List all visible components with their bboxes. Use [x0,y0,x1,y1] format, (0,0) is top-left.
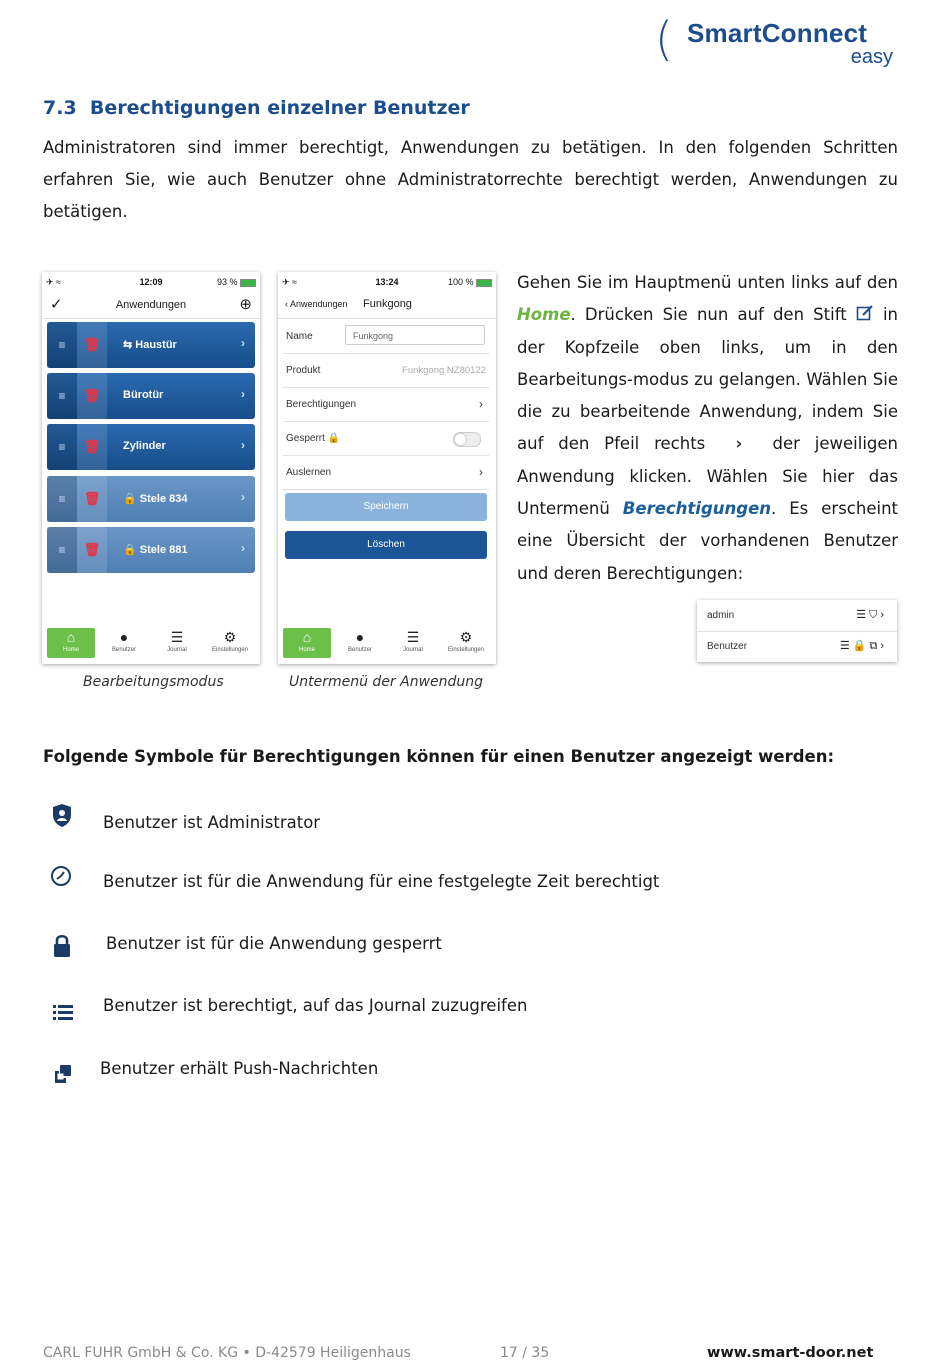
tab-benutzer[interactable]: ● Benutzer [100,628,148,658]
symbol-text-time: Benutzer ist für die Anwendung für eine festgelegte Zeit berechtigt [103,872,660,891]
phone-screenshot-edit-mode [42,272,260,664]
status-time: 12:09 [139,277,163,287]
lock-icon [46,930,78,962]
list-icon: ☰ [406,629,420,645]
chevron-right-icon[interactable]: › [241,541,245,555]
chevron-right-icon: › [880,609,887,621]
chevron-right-icon[interactable]: › [479,397,483,411]
delete-button[interactable]: Löschen [285,531,487,559]
chevron-right-icon[interactable]: › [241,387,245,401]
symbol-text-admin: Benutzer ist Administrator [103,813,321,832]
status-bar [42,272,260,292]
user-row-admin[interactable]: admin ☰⛉› [697,600,897,632]
lock-icon: 🔒 [123,493,137,505]
airplane-wifi-icon: ✈ ≈ [282,277,297,287]
name-row: Name Funkgong [283,320,489,354]
status-battery: 100 % [448,277,492,287]
footer-website-link[interactable]: www.smart-door.net [707,1345,874,1361]
app-name: Bürotür [123,389,164,401]
trash-icon[interactable]: 🗑 [77,476,107,522]
nav-title: Anwendungen [115,299,187,311]
app-row-zylinder[interactable] [47,424,255,470]
drag-handle-icon[interactable]: ≡ [47,476,77,522]
nav-bar [42,292,260,319]
trash-icon[interactable]: 🗑 [77,373,107,419]
chevron-right-icon[interactable]: › [241,490,245,504]
drag-handle-icon[interactable]: ≡ [47,527,77,573]
battery-icon [476,279,492,287]
lock-icon: 🔒 [852,640,870,652]
app-name: 🔒 Stele 834 [123,493,188,505]
drag-handle-icon[interactable]: ≡ [47,322,77,368]
symbol-text-locked: Benutzer ist für die Anwendung gesperrt [106,934,442,953]
tab-einstellungen[interactable]: ⚙ Einstellungen [206,628,254,658]
tab-bar [42,628,260,658]
clock-icon [46,861,78,893]
logo-sub: easy [850,46,893,68]
shield-user-icon [46,800,78,832]
tab-home[interactable]: ⌂ Home [47,628,95,658]
trash-icon[interactable]: 🗑 [77,424,107,470]
brand-logo [655,12,905,72]
phone-screenshot-submenu [278,272,496,664]
gear-icon: ⚙ [459,629,473,645]
tab-journal[interactable]: ☰ Journal [153,628,201,658]
list-icon: ☰ [839,640,853,652]
caption-submenu: Untermenü der Anwendung [289,674,484,690]
symbol-text-journal: Benutzer ist berechtigt, auf das Journal zuzugreifen [103,996,528,1015]
shield-user-icon: ⛉ [869,609,881,621]
intro-paragraph: Administratoren sind immer berechtigt, Anwendungen zu betätigen. In den folgenden Schritten erfahren Sie, wie auch Benutzer ohne Administratorrechte berechtigt werden, Anwendungen zu betätigen. [43,138,898,221]
user-permissions-card [697,600,897,662]
lock-icon: 🔒 [123,544,137,556]
chevron-right-icon[interactable]: › [479,465,483,479]
lock-icon: 🔒 [327,433,341,444]
name-input[interactable]: Funkgong [345,325,485,345]
home-icon: ⌂ [302,629,312,645]
app-row-haustuer[interactable] [47,322,255,368]
section-heading: Berechtigungen einzelner Benutzer [89,97,470,119]
push-notification-icon [46,1058,78,1090]
learn-row[interactable]: Auslernen › [283,456,489,490]
chevron-right-icon[interactable]: › [241,336,245,350]
section-title [43,97,470,119]
tab-home[interactable]: ⌂ Home [283,628,331,658]
checkmark-icon[interactable]: ✓ [50,296,63,313]
gear-icon: ⚙ [223,629,237,645]
drag-handle-icon[interactable]: ≡ [47,424,77,470]
locked-toggle[interactable] [453,432,481,447]
app-row-buerotuer[interactable] [47,373,255,419]
chevron-right-icon: › [720,434,758,454]
chevron-right-icon: › [880,640,887,652]
nav-title: Funkgong [363,298,412,310]
logo-bracket-icon: ( [655,12,673,66]
save-button[interactable]: Speichern [285,493,487,521]
symbols-heading: Folgende Symbole für Berechtigungen können für einen Benutzer angezeigt werden: [43,747,835,766]
footer-company: CARL FUHR GmbH & Co. KG • D-42579 Heiligenhaus [43,1345,411,1361]
airplane-wifi-icon: ✈ ≈ [46,277,61,287]
nav-bar [278,292,496,319]
app-name: Zylinder [123,440,166,452]
drag-handle-icon[interactable]: ≡ [47,373,77,419]
user-icon: ● [355,629,365,645]
add-circle-icon[interactable]: ⊕ [239,296,252,313]
symbol-text-push: Benutzer erhält Push-Nachrichten [100,1059,379,1078]
trash-icon[interactable]: 🗑 [77,322,107,368]
list-icon: ☰ [856,609,870,621]
trash-icon[interactable]: 🗑 [77,527,107,573]
product-value: Funkgong NZ80122 [402,365,486,376]
tab-journal[interactable]: ☰ Journal [389,628,437,658]
footer-page-number: 17 / 35 [500,1345,550,1361]
app-name: 🔒 Stele 881 [123,544,188,556]
app-row-stele-881[interactable] [47,527,255,573]
status-time: 13:24 [375,277,399,287]
home-icon: ⌂ [66,629,76,645]
back-button[interactable]: ‹ Anwendungen [285,299,348,309]
chevron-right-icon[interactable]: › [241,438,245,452]
tab-bar [278,628,496,658]
list-icon [46,996,78,1028]
product-row: Produkt Funkgong NZ80122 [283,354,489,388]
section-number: 7.3 [43,97,77,119]
tab-benutzer[interactable]: ● Benutzer [336,628,384,658]
user-icon: ● [119,629,129,645]
locked-row: Gesperrt 🔒 [283,422,489,456]
instructions-paragraph: Gehen Sie im Hauptmenü unten links auf den Home. Drücken Sie nun auf den Stift in der Kopfzeile oben links, um in den Bearbeitungs-modus zu gelangen. Wählen Sie die zu bearbeitende Anwendung, indem Sie auf den Pfeil rechts › der jeweiligen Anwendung klicken. Wählen Sie hier das Untermenü Berechtigungen. Es erscheint eine Übersicht der vorhandenen Benutzer und deren Berechtigungen: [517,273,898,583]
tab-einstellungen[interactable]: ⚙ Einstellungen [442,628,490,658]
status-battery: 93 % [217,277,256,287]
list-icon: ☰ [170,629,184,645]
user-row-benutzer[interactable]: Benutzer ☰🔒⧉› [707,640,887,652]
app-row-stele-834[interactable] [47,476,255,522]
push-notification-icon: ⧉ [869,640,881,652]
logo-brand: SmartConnect [687,18,868,48]
permissions-highlight: Berechtigungen [622,499,772,519]
home-highlight: Home [517,305,571,325]
pencil-edit-icon [856,301,874,319]
status-bar [278,272,496,292]
app-name: ⇆ Haustür [123,339,177,351]
battery-icon [240,279,256,287]
caption-edit-mode: Bearbeitungsmodus [83,674,224,690]
permissions-row[interactable]: Berechtigungen › [283,388,489,422]
